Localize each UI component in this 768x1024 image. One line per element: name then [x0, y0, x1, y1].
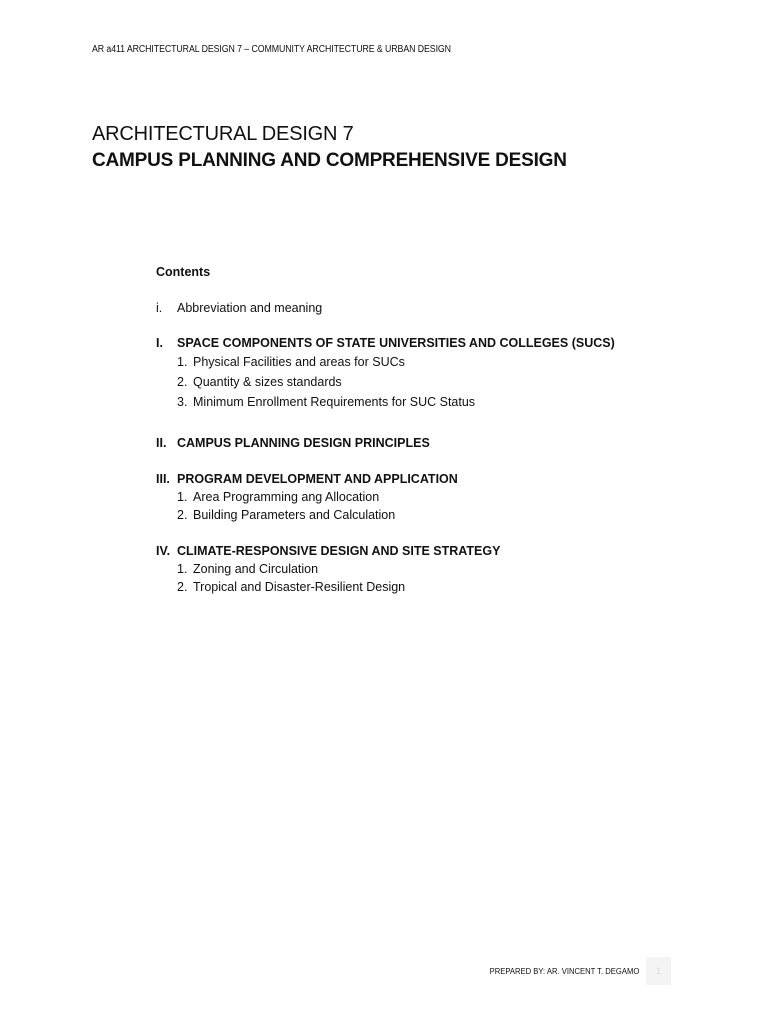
contents-heading: Contents	[156, 265, 211, 279]
toc-subitem-label: Zoning and Circulation	[193, 562, 319, 576]
toc-subitem	[177, 490, 379, 504]
toc-subitem-number: 2.	[177, 508, 188, 522]
toc-subitem-label: Quantity & sizes standards	[193, 375, 342, 389]
toc-subitem	[177, 580, 405, 594]
toc-subitem-label: Tropical and Disaster-Resilient Design	[193, 580, 406, 594]
document-title: ARCHITECTURAL DESIGN 7	[92, 123, 354, 145]
toc-subitem-number: 1.	[177, 490, 188, 504]
toc-subitem	[177, 508, 395, 522]
page-header: AR a411 ARCHITECTURAL DESIGN 7 – COMMUNITY ARCHITECTURE & URBAN DESIGN	[92, 44, 451, 55]
toc-item-number: II.	[156, 436, 167, 450]
toc-item	[156, 436, 430, 450]
toc-item	[156, 472, 458, 486]
toc-subitem-number: 1.	[177, 562, 188, 576]
toc-subitem	[177, 355, 405, 369]
toc-subitem-number: 2.	[177, 580, 188, 594]
toc-item	[156, 544, 500, 558]
toc-item-label: PROGRAM DEVELOPMENT AND APPLICATION	[177, 472, 458, 486]
toc-item-label: Abbreviation and meaning	[177, 301, 323, 315]
toc-item-label: CAMPUS PLANNING DESIGN PRINCIPLES	[177, 436, 430, 450]
toc-item-number: I.	[156, 336, 163, 350]
toc-item-label: SPACE COMPONENTS OF STATE UNIVERSITIES AND COLLEGES (SUCS)	[177, 336, 615, 350]
toc-item-label: CLIMATE-RESPONSIVE DESIGN AND SITE STRATEGY	[177, 544, 501, 558]
toc-subitem-number: 1.	[177, 355, 188, 369]
toc-subitem	[177, 395, 475, 409]
page-number: 1	[646, 957, 671, 985]
toc-subitem-number: 3.	[177, 395, 188, 409]
toc-subitem-label: Area Programming ang Allocation	[193, 490, 380, 504]
footer-prepared-by: PREPARED BY: AR. VINCENT T. DEGAMO	[489, 966, 639, 976]
toc-item-number: IV.	[156, 544, 171, 558]
toc-subitem-label: Building Parameters and Calculation	[193, 508, 396, 522]
toc-item	[156, 301, 322, 315]
toc-item-number: III.	[156, 472, 170, 486]
toc-item-number: i.	[156, 301, 163, 315]
toc-subitem	[177, 562, 318, 576]
toc-subitem-number: 2.	[177, 375, 188, 389]
toc-item	[156, 336, 615, 350]
toc-subitem-label: Minimum Enrollment Requirements for SUC Status	[193, 395, 476, 409]
toc-subitem	[177, 375, 342, 389]
document-subtitle: CAMPUS PLANNING AND COMPREHENSIVE DESIGN	[92, 150, 567, 171]
toc-subitem-label: Physical Facilities and areas for SUCs	[193, 355, 405, 369]
